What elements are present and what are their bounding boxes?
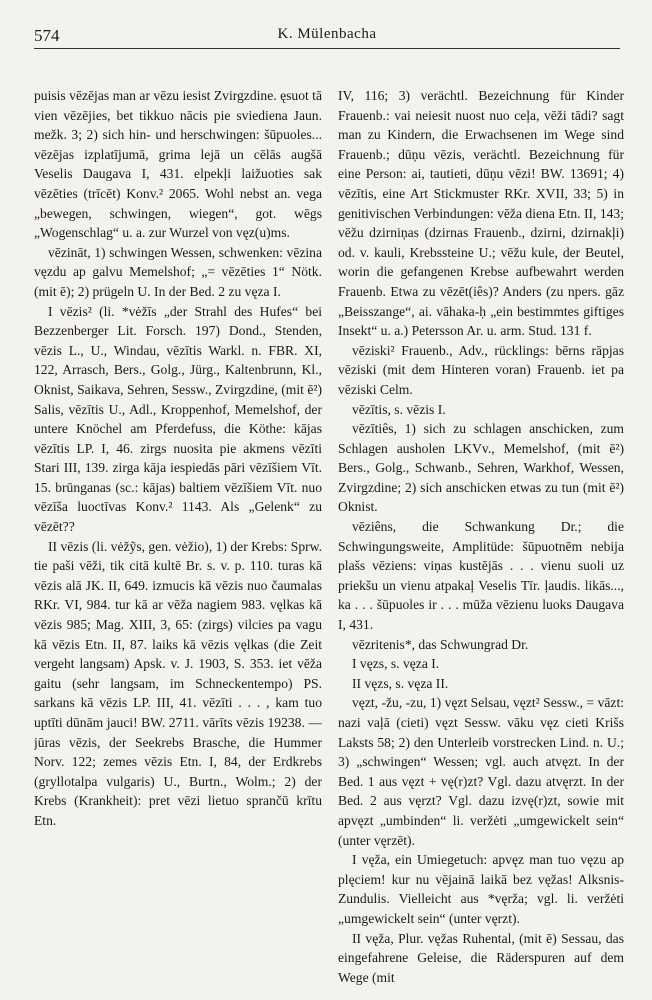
right-column: [338, 86, 624, 986]
dictionary-entry: IV, 116; 3) verächtl. Bezeichnung für Kinder Frauenb.: vai neiesit nuost nuo ceļa, vēži tādi? sagt man zu Kindern, die Erwachsenen im Wege sind Frauenb.; dūņu vēzis, verächtl. Bezeichnung für eine Person: ai, tautieti, dūņu vēzi! BW. 13691; 4) vēzītis, eine Art Stickmuster RKr. XVII, 33; 5) in genitivischen Verbindungen: vēža diena Etn. II, 143; vēžu dzirniņas (dzirnas Frauenb., dzirni, dzirnakļi) od. v. kauli, Krebssteine U.; vēžu kule, der Beutel, worin die gefangenen Krebse aufbewahrt werden Frauenb. Etwa zu vēzēt(iês)? Anders (zu npers. gāz „Beisszange“, ai. vāhaka-ḥ „ein bestimmtes giftiges Insekt“ u. a.) Petersson Ar. u. arm. Stud. 131 f.: [338, 88, 624, 339]
dictionary-entry: I vęža, ein Umiegetuch: apvęz man tuo vęzu ap plęciem! kur nu vējainā laikā bez vęžas! Alksnis-Zundulis. Vielleicht aus *vęrža; vgl. li. veržėti „umgewickelt sein“ (unter vęrzt).: [338, 852, 624, 926]
dictionary-entry: II vęzs, s. vęza II.: [352, 675, 449, 691]
dictionary-entry: vēzritenis*, das Schwungrad Dr.: [352, 636, 529, 652]
dictionary-entry: I vęzs, s. vęza I.: [352, 656, 440, 672]
dictionary-entry: vęzt, -žu, -zu, 1) vęzt Selsau, vęzt² Sessw., = vāzt: nazi vaļā (cieti) vęzt Sessw. vāku vęz cieti Krišs Laksts 58; 2) den Unterleib vorstrecken Lind. n. U.; 3) „schwingen“ Wessen; vgl. auch atvęzt. In der Bed. 1 aus vęzt + vę(r)zt? Vgl. dazu atvęrzt. In der Bed. 2 aus vęrzt? Vgl. dazu izvę(r)zt, sowie mit apvęzt „umbinden“ li. veržėti „umgewickelt sein“ (unter vęrzēt).: [338, 695, 624, 848]
dictionary-entry: II vęža, Plur. vęžas Ruhental, (mit ē) Sessau, das eingefahrene Geleise, die Räderspuren auf dem Wege (mit: [338, 930, 624, 985]
dictionary-entry: I vēzis² (li. *vėžīs „der Strahl des Hufes“ bei Bezzenberger Lit. Forsch. 197) Dond., Stenden, vēzis L., U., Windau, vēzītis Warkl. n. FBR. XI, 122, Arrasch, Bers., Golg., Jürg., Kaltenbrunn, Kl., Oknist, Saikava, Sehren, Sessw., Zvirgzdine, (mit ē²) Salis, vēzītis U., Adl., Kroppenhof, Memelshof, der untere Knöchel am Pferdefuss, die Köthe: kājas vēzītis LP. I, 46. zirgs nuosita pie akmens vēzīti Stari III, 139. zirga kāja iespiedās pāri vēzīšiem Vīt. 15. brūnganas (sc.: kājas) baltiem vēzīšiem Vīt. nuo vēzīša luoctīvas Konv.² 1143. Als „Gelenk“ zu vēzēt??: [34, 303, 322, 535]
running-head: K. Mülenbacha: [277, 26, 377, 42]
dictionary-entry: vēzītiês, 1) sich zu schlagen anschicken, zum Schlagen ausholen LKVv., Memelshof, (mit ē²) Bers., Golg., Schwanb., Sehren, Warkhof, Wessen, Zvirgzdine; 2) sich anschicken etwas zu tun (mit ē²) Oknist.: [338, 421, 624, 515]
dictionary-entry: vēzītis, s. vēzis I.: [352, 401, 446, 417]
dictionary-entry: vēziski² Frauenb., Adv., rücklings: bērns rāpjas vēziski (mit dem Hinteren voran) Frauenb. iet pa vēziski Celm.: [338, 342, 624, 397]
dictionary-entry: vēzināt, 1) schwingen Wessen, schwenken: vēzina vęzdu ap galvu Memelshof; „= vēzēties 1“ Nötk. (mit ē); 2) prügeln U. In der Bed. 2 zu vęza I.: [34, 244, 322, 299]
dictionary-entry: vēziêns, die Schwankung Dr.; die Schwingungsweite, Amplitüde: šūpuotnēm nebija plašs vēziens: viņas kustējās . . . vienu suoli uz priekšu un vienu atpakaļ Veselis Tīr. ļaudis. likās..., ka . . . šūpuoles ir . . . mūža vēzienu luoks Daugava I, 431.: [338, 519, 624, 633]
page-header: [34, 26, 620, 49]
dictionary-entry: II vēzis (li. vėžỹs, gen. vėžio), 1) der Krebs: Sprw. tie paši vēži, tik citā kultē Br. s. v. p. 110. turas kā vēzis alā JK. II, 649. izmucis kā vēzis nuo čaumalas RKr. VI, 984. tur kā ar vēža nagiem 983. vęlkas kā vēzis 985; Mag. XIII, 3, 65: (zirgs) vilcies pa vagu kā vēzis Etn. II, 87. laiks kā vēzis vęlkas (die Zeit vergeht langsam) Apsk. v. J. 1903, S. 353. iet vēža gaitu (sehr langsam, im Schneckentempo) PS. sarkans kā vēzis LP. III, 41. vēzīti . . . , kam tuo uptīti dūnām jauci! BW. 2711. vārīts vēzis 19238. — jūras vēzis, der Seekrebs Brasche, die Hummer Norv. 122; zemes vēzis Etn. I, 84, der Erdkrebs (gryllotalpa vulgaris) U., Burtn., Wolm.; 2) der Krebs (Krankheit): pret vēzi lietuo sprančū krītu Etn.: [34, 538, 322, 828]
page-number: 574: [34, 26, 60, 45]
left-column: [34, 86, 322, 986]
dictionary-entry: puisis vēzējas man ar vēzu iesist Zvirgzdine. ęsuot tā vien vēzējies, bet tikkuo nācis pie sviediena Jaun. mežk. 3; 2) sich hin- und herschwingen: šūpuoles... vēzējas izplatījumā, grima lejā un cēlās augšā Veselis Daugava I, 431. elpekļi laižuoties sak vēzēties (trīcēt) Konv.² 2065. Wohl nebst an. vega „bewegen, schwingen, wiegen“, got. wēgs „Wogenschlag“ u. a. zur Wurzel von vęz(u)ms.: [34, 88, 322, 241]
